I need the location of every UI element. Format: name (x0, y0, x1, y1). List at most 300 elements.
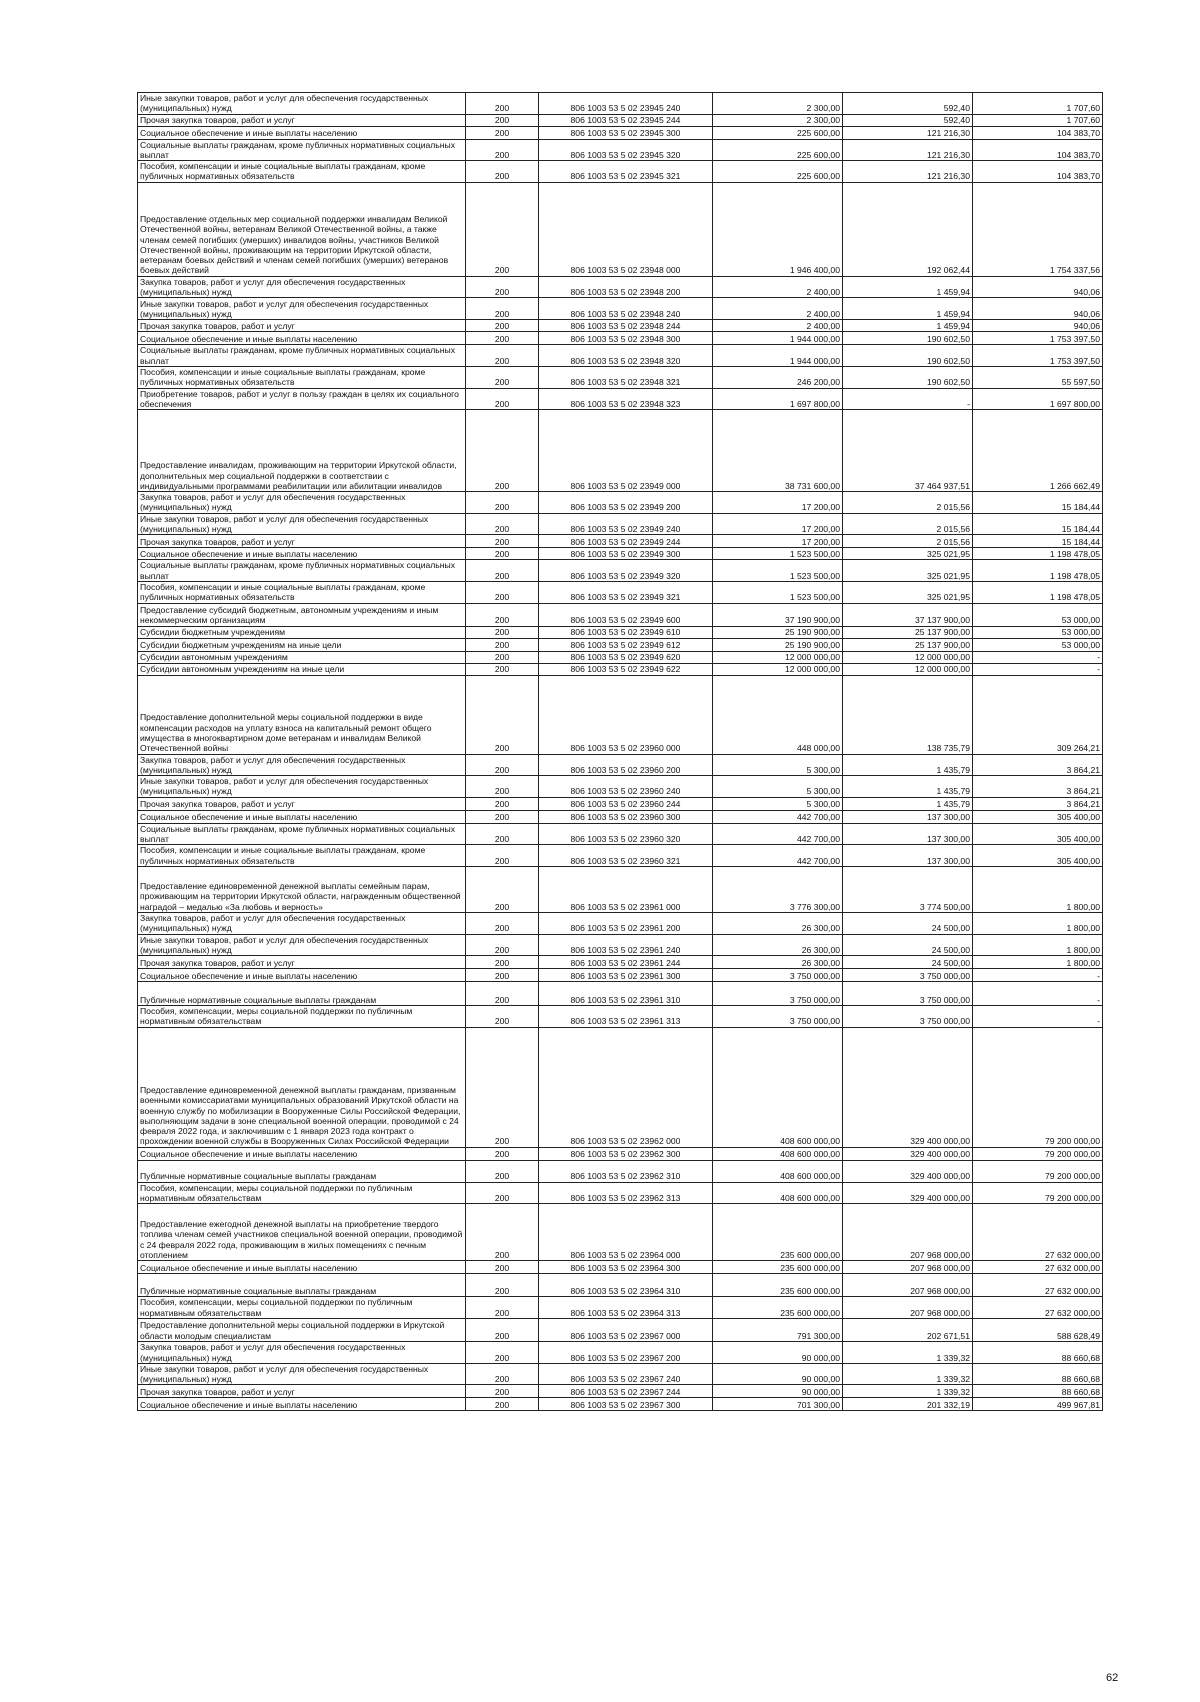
row-remaining-cell: 305 400,00 (973, 823, 1103, 845)
row-remaining-cell: - (973, 982, 1103, 1006)
table-row (138, 866, 1103, 912)
row-code-cell: 200 (466, 1385, 539, 1398)
row-approved-cell: 26 300,00 (713, 956, 843, 969)
row-kbk-cell: 806 1003 53 5 02 23949 240 (539, 513, 713, 535)
table-row (138, 126, 1103, 139)
row-code-cell: 200 (466, 126, 539, 139)
row-approved-cell: 2 300,00 (713, 114, 843, 126)
row-code-cell: 200 (466, 912, 539, 934)
row-code-cell: 200 (466, 513, 539, 535)
row-remaining-cell: 1 198 478,05 (973, 581, 1103, 603)
row-code-cell: 200 (466, 776, 539, 798)
row-approved-cell: 235 600 000,00 (713, 1274, 843, 1297)
row-name-cell: Прочая закупка товаров, работ и услуг (138, 956, 466, 969)
row-remaining-cell: 27 632 000,00 (973, 1204, 1103, 1261)
row-name-cell: Приобретение товаров, работ и услуг в пользу граждан в целях их социального обеспечения (138, 388, 466, 410)
row-kbk-cell: 806 1003 53 5 02 23945 244 (539, 114, 713, 126)
row-name-cell: Социальное обеспечение и иные выплаты населению (138, 810, 466, 823)
row-code-cell: 200 (466, 934, 539, 956)
row-remaining-cell: 1 753 397,50 (973, 332, 1103, 345)
row-remaining-cell: 1 707,60 (973, 93, 1103, 115)
row-approved-cell: 17 200,00 (713, 513, 843, 535)
table-row (138, 182, 1103, 276)
row-kbk-cell: 806 1003 53 5 02 23962 000 (539, 1027, 713, 1147)
row-code-cell: 200 (466, 161, 539, 183)
row-remaining-cell: - (973, 663, 1103, 675)
row-remaining-cell: 1 697 800,00 (973, 388, 1103, 410)
row-kbk-cell: 806 1003 53 5 02 23961 300 (539, 969, 713, 982)
row-name-cell: Социальные выплаты гражданам, кроме публичных нормативных социальных выплат (138, 560, 466, 582)
row-remaining-cell: 499 967,81 (973, 1398, 1103, 1411)
row-remaining-cell: 1 754 337,56 (973, 182, 1103, 276)
row-executed-cell: 2 015,56 (843, 535, 973, 548)
row-executed-cell: 137 300,00 (843, 823, 973, 845)
row-executed-cell: 37 464 937,51 (843, 410, 973, 492)
row-code-cell: 200 (466, 332, 539, 345)
table-row (138, 492, 1103, 514)
row-approved-cell: 90 000,00 (713, 1341, 843, 1363)
row-code-cell: 200 (466, 1147, 539, 1160)
row-approved-cell: 408 600 000,00 (713, 1182, 843, 1204)
row-code-cell: 200 (466, 982, 539, 1006)
row-kbk-cell: 806 1003 53 5 02 23961 310 (539, 982, 713, 1006)
row-name-cell: Социальное обеспечение и иные выплаты населению (138, 548, 466, 560)
row-executed-cell: 207 968 000,00 (843, 1261, 973, 1274)
row-approved-cell: 1 523 500,00 (713, 560, 843, 582)
row-executed-cell: 24 500,00 (843, 912, 973, 934)
row-name-cell: Прочая закупка товаров, работ и услуг (138, 114, 466, 126)
table-row (138, 1274, 1103, 1297)
table-row (138, 1341, 1103, 1363)
row-name-cell: Социальное обеспечение и иные выплаты населению (138, 126, 466, 139)
row-kbk-cell: 806 1003 53 5 02 23948 244 (539, 320, 713, 332)
row-remaining-cell: 940,06 (973, 276, 1103, 298)
row-kbk-cell: 806 1003 53 5 02 23960 000 (539, 675, 713, 754)
row-approved-cell: 1 523 500,00 (713, 548, 843, 560)
row-kbk-cell: 806 1003 53 5 02 23967 000 (539, 1318, 713, 1341)
table-row (138, 366, 1103, 388)
row-name-cell: Социальное обеспечение и иные выплаты населению (138, 969, 466, 982)
row-executed-cell: 325 021,95 (843, 548, 973, 560)
row-remaining-cell: 53 000,00 (973, 603, 1103, 626)
row-name-cell: Пособия, компенсации, меры социальной поддержки по публичным нормативным обязательствам (138, 1297, 466, 1319)
row-executed-cell: - (843, 388, 973, 410)
row-kbk-cell: 806 1003 53 5 02 23948 320 (539, 345, 713, 367)
row-code-cell: 200 (466, 1363, 539, 1385)
table-row (138, 1147, 1103, 1160)
row-approved-cell: 3 750 000,00 (713, 969, 843, 982)
row-remaining-cell: 15 184,44 (973, 513, 1103, 535)
row-name-cell: Публичные нормативные социальные выплаты гражданам (138, 982, 466, 1006)
row-kbk-cell: 806 1003 53 5 02 23964 300 (539, 1261, 713, 1274)
row-code-cell: 200 (466, 1274, 539, 1297)
row-code-cell: 200 (466, 866, 539, 912)
row-kbk-cell: 806 1003 53 5 02 23949 610 (539, 626, 713, 638)
row-code-cell: 200 (466, 823, 539, 845)
row-executed-cell: 1 435,79 (843, 754, 973, 776)
row-approved-cell: 225 600,00 (713, 161, 843, 183)
row-executed-cell: 121 216,30 (843, 161, 973, 183)
row-approved-cell: 2 400,00 (713, 276, 843, 298)
table-row (138, 754, 1103, 776)
row-approved-cell: 225 600,00 (713, 126, 843, 139)
row-name-cell: Пособия, компенсации и иные социальные выплаты гражданам, кроме публичных нормативных обязательств (138, 845, 466, 867)
table-row (138, 298, 1103, 320)
row-remaining-cell: 1 707,60 (973, 114, 1103, 126)
row-executed-cell: 190 602,50 (843, 345, 973, 367)
row-name-cell: Социальное обеспечение и иные выплаты населению (138, 1147, 466, 1160)
table-row (138, 410, 1103, 492)
row-name-cell: Иные закупки товаров, работ и услуг для обеспечения государственных (муниципальных) нужд (138, 93, 466, 115)
table-row (138, 93, 1103, 115)
row-name-cell: Публичные нормативные социальные выплаты гражданам (138, 1160, 466, 1182)
row-remaining-cell: 940,06 (973, 298, 1103, 320)
row-approved-cell: 2 400,00 (713, 298, 843, 320)
row-remaining-cell: 1 753 397,50 (973, 345, 1103, 367)
row-kbk-cell: 806 1003 53 5 02 23949 620 (539, 651, 713, 663)
row-remaining-cell: 1 198 478,05 (973, 560, 1103, 582)
table-row (138, 320, 1103, 332)
row-executed-cell: 1 459,94 (843, 320, 973, 332)
row-kbk-cell: 806 1003 53 5 02 23949 600 (539, 603, 713, 626)
row-approved-cell: 2 300,00 (713, 93, 843, 115)
row-kbk-cell: 806 1003 53 5 02 23961 200 (539, 912, 713, 934)
row-name-cell: Закупка товаров, работ и услуг для обеспечения государственных (муниципальных) нужд (138, 912, 466, 934)
row-code-cell: 200 (466, 754, 539, 776)
row-executed-cell: 190 602,50 (843, 332, 973, 345)
row-executed-cell: 25 137 900,00 (843, 638, 973, 651)
row-kbk-cell: 806 1003 53 5 02 23949 622 (539, 663, 713, 675)
row-name-cell: Иные закупки товаров, работ и услуг для обеспечения государственных (муниципальных) нужд (138, 1363, 466, 1385)
row-remaining-cell: 1 198 478,05 (973, 548, 1103, 560)
table-row (138, 581, 1103, 603)
row-remaining-cell: 104 383,70 (973, 161, 1103, 183)
row-kbk-cell: 806 1003 53 5 02 23964 310 (539, 1274, 713, 1297)
row-name-cell: Предоставление ежегодной денежной выплаты на приобретение твердого топлива членам семей участников специальной военной операции, проводимой с 24 февраля 2022 года, проживающим в жилых помещениях с печным отоплением (138, 1204, 466, 1261)
row-approved-cell: 17 200,00 (713, 535, 843, 548)
row-name-cell: Прочая закупка товаров, работ и услуг (138, 1385, 466, 1398)
row-approved-cell: 26 300,00 (713, 912, 843, 934)
row-name-cell: Предоставление инвалидам, проживающим на территории Иркутской области, дополнительных мер социальной поддержки в соответствии с индивидуальными программами реабилитации или абилитации инвалидов (138, 410, 466, 492)
row-code-cell: 200 (466, 845, 539, 867)
row-executed-cell: 325 021,95 (843, 560, 973, 582)
row-approved-cell: 38 731 600,00 (713, 410, 843, 492)
row-executed-cell: 3 750 000,00 (843, 1006, 973, 1028)
page-number: 62 (1106, 1672, 1119, 1684)
table-row (138, 663, 1103, 675)
row-name-cell: Предоставление субсидий бюджетным, автономным учреждениям и иным некоммерческим организациям (138, 603, 466, 626)
table-row (138, 345, 1103, 367)
row-kbk-cell: 806 1003 53 5 02 23961 244 (539, 956, 713, 969)
row-executed-cell: 3 750 000,00 (843, 982, 973, 1006)
row-executed-cell: 2 015,56 (843, 492, 973, 514)
row-remaining-cell: 104 383,70 (973, 139, 1103, 161)
table-row (138, 1006, 1103, 1028)
row-kbk-cell: 806 1003 53 5 02 23960 240 (539, 776, 713, 798)
table-row (138, 1398, 1103, 1411)
row-name-cell: Публичные нормативные социальные выплаты гражданам (138, 1274, 466, 1297)
row-name-cell: Иные закупки товаров, работ и услуг для обеспечения государственных (муниципальных) нужд (138, 776, 466, 798)
row-name-cell: Предоставление дополнительной меры социальной поддержки в виде компенсации расходов на уплату взноса на капитальный ремонт общего имущества в многоквартирном доме ветеранам и инвалидам Великой Отечественной войны (138, 675, 466, 754)
row-code-cell: 200 (466, 956, 539, 969)
row-approved-cell: 1 944 000,00 (713, 345, 843, 367)
row-name-cell: Субсидии автономным учреждениям на иные цели (138, 663, 466, 675)
row-code-cell: 200 (466, 1160, 539, 1182)
row-code-cell: 200 (466, 626, 539, 638)
row-code-cell: 200 (466, 638, 539, 651)
row-approved-cell: 235 600 000,00 (713, 1261, 843, 1274)
row-kbk-cell: 806 1003 53 5 02 23962 310 (539, 1160, 713, 1182)
row-name-cell: Закупка товаров, работ и услуг для обеспечения государственных (муниципальных) нужд (138, 492, 466, 514)
row-executed-cell: 329 400 000,00 (843, 1027, 973, 1147)
row-remaining-cell: 3 864,21 (973, 776, 1103, 798)
row-kbk-cell: 806 1003 53 5 02 23945 320 (539, 139, 713, 161)
row-name-cell: Закупка товаров, работ и услуг для обеспечения государственных (муниципальных) нужд (138, 276, 466, 298)
row-code-cell: 200 (466, 93, 539, 115)
row-name-cell: Иные закупки товаров, работ и услуг для обеспечения государственных (муниципальных) нужд (138, 934, 466, 956)
table-row (138, 560, 1103, 582)
row-approved-cell: 701 300,00 (713, 1398, 843, 1411)
row-code-cell: 200 (466, 810, 539, 823)
row-code-cell: 200 (466, 663, 539, 675)
row-remaining-cell: - (973, 651, 1103, 663)
table-row (138, 1385, 1103, 1398)
row-name-cell: Закупка товаров, работ и услуг для обеспечения государственных (муниципальных) нужд (138, 754, 466, 776)
row-code-cell: 200 (466, 388, 539, 410)
row-code-cell: 200 (466, 114, 539, 126)
row-approved-cell: 442 700,00 (713, 823, 843, 845)
row-code-cell: 200 (466, 366, 539, 388)
row-approved-cell: 408 600 000,00 (713, 1147, 843, 1160)
row-kbk-cell: 806 1003 53 5 02 23967 300 (539, 1398, 713, 1411)
table-row (138, 535, 1103, 548)
row-name-cell: Прочая закупка товаров, работ и услуг (138, 320, 466, 332)
row-kbk-cell: 806 1003 53 5 02 23960 321 (539, 845, 713, 867)
row-approved-cell: 3 750 000,00 (713, 1006, 843, 1028)
row-remaining-cell: 88 660,68 (973, 1341, 1103, 1363)
row-code-cell: 200 (466, 1204, 539, 1261)
row-remaining-cell: 27 632 000,00 (973, 1297, 1103, 1319)
row-kbk-cell: 806 1003 53 5 02 23967 200 (539, 1341, 713, 1363)
row-code-cell: 200 (466, 1027, 539, 1147)
row-name-cell: Прочая закупка товаров, работ и услуг (138, 535, 466, 548)
row-approved-cell: 235 600 000,00 (713, 1297, 843, 1319)
table-row (138, 139, 1103, 161)
table-row (138, 1363, 1103, 1385)
row-executed-cell: 207 968 000,00 (843, 1274, 973, 1297)
row-name-cell: Субсидии бюджетным учреждениям (138, 626, 466, 638)
row-kbk-cell: 806 1003 53 5 02 23962 313 (539, 1182, 713, 1204)
row-remaining-cell: 940,06 (973, 320, 1103, 332)
table-row (138, 969, 1103, 982)
row-approved-cell: 3 750 000,00 (713, 982, 843, 1006)
row-name-cell: Предоставление дополнительной меры социальной поддержки в Иркутской области молодым специалистам (138, 1318, 466, 1341)
row-kbk-cell: 806 1003 53 5 02 23948 200 (539, 276, 713, 298)
row-remaining-cell: 1 800,00 (973, 956, 1103, 969)
row-kbk-cell: 806 1003 53 5 02 23945 321 (539, 161, 713, 183)
table-row (138, 934, 1103, 956)
row-remaining-cell: 15 184,44 (973, 492, 1103, 514)
row-kbk-cell: 806 1003 53 5 02 23948 323 (539, 388, 713, 410)
table-body (138, 93, 1103, 1411)
row-remaining-cell: 88 660,68 (973, 1385, 1103, 1398)
row-remaining-cell: 79 200 000,00 (973, 1027, 1103, 1147)
row-executed-cell: 207 968 000,00 (843, 1297, 973, 1319)
table-row (138, 332, 1103, 345)
row-name-cell: Социальное обеспечение и иные выплаты населению (138, 1261, 466, 1274)
row-kbk-cell: 806 1003 53 5 02 23949 321 (539, 581, 713, 603)
row-code-cell: 200 (466, 535, 539, 548)
table-row (138, 626, 1103, 638)
row-executed-cell: 190 602,50 (843, 366, 973, 388)
row-executed-cell: 121 216,30 (843, 126, 973, 139)
table-row (138, 1160, 1103, 1182)
row-executed-cell: 1 459,94 (843, 276, 973, 298)
row-approved-cell: 2 400,00 (713, 320, 843, 332)
table-row (138, 1318, 1103, 1341)
row-approved-cell: 442 700,00 (713, 845, 843, 867)
row-kbk-cell: 806 1003 53 5 02 23961 240 (539, 934, 713, 956)
row-remaining-cell: 1 266 662,49 (973, 410, 1103, 492)
row-code-cell: 200 (466, 651, 539, 663)
row-name-cell: Субсидии бюджетным учреждениям на иные цели (138, 638, 466, 651)
row-approved-cell: 3 776 300,00 (713, 866, 843, 912)
table-row (138, 161, 1103, 183)
row-name-cell: Социальное обеспечение и иные выплаты населению (138, 332, 466, 345)
row-name-cell: Иные закупки товаров, работ и услуг для обеспечения государственных (муниципальных) нужд (138, 513, 466, 535)
row-name-cell: Социальные выплаты гражданам, кроме публичных нормативных социальных выплат (138, 139, 466, 161)
row-kbk-cell: 806 1003 53 5 02 23960 200 (539, 754, 713, 776)
row-remaining-cell: 104 383,70 (973, 126, 1103, 139)
row-approved-cell: 448 000,00 (713, 675, 843, 754)
row-kbk-cell: 806 1003 53 5 02 23967 240 (539, 1363, 713, 1385)
row-kbk-cell: 806 1003 53 5 02 23948 240 (539, 298, 713, 320)
row-executed-cell: 192 062,44 (843, 182, 973, 276)
row-code-cell: 200 (466, 276, 539, 298)
row-remaining-cell: - (973, 969, 1103, 982)
row-kbk-cell: 806 1003 53 5 02 23960 244 (539, 797, 713, 810)
table-row (138, 675, 1103, 754)
row-remaining-cell: 79 200 000,00 (973, 1160, 1103, 1182)
row-approved-cell: 225 600,00 (713, 139, 843, 161)
row-name-cell: Социальные выплаты гражданам, кроме публичных нормативных социальных выплат (138, 823, 466, 845)
table-row (138, 603, 1103, 626)
table-row (138, 845, 1103, 867)
row-kbk-cell: 806 1003 53 5 02 23964 000 (539, 1204, 713, 1261)
table-row (138, 776, 1103, 798)
table-row (138, 276, 1103, 298)
row-kbk-cell: 806 1003 53 5 02 23949 000 (539, 410, 713, 492)
row-approved-cell: 26 300,00 (713, 934, 843, 956)
row-remaining-cell: 27 632 000,00 (973, 1274, 1103, 1297)
row-approved-cell: 5 300,00 (713, 754, 843, 776)
row-code-cell: 200 (466, 797, 539, 810)
row-code-cell: 200 (466, 1182, 539, 1204)
row-kbk-cell: 806 1003 53 5 02 23967 244 (539, 1385, 713, 1398)
row-approved-cell: 408 600 000,00 (713, 1027, 843, 1147)
budget-execution-table (137, 92, 1103, 1411)
row-name-cell: Субсидии автономным учреждениям (138, 651, 466, 663)
table-row (138, 114, 1103, 126)
table-row (138, 810, 1103, 823)
row-remaining-cell: 305 400,00 (973, 810, 1103, 823)
table-row (138, 1261, 1103, 1274)
row-approved-cell: 5 300,00 (713, 797, 843, 810)
table-row (138, 1182, 1103, 1204)
row-code-cell: 200 (466, 560, 539, 582)
row-remaining-cell: 1 800,00 (973, 866, 1103, 912)
row-kbk-cell: 806 1003 53 5 02 23948 300 (539, 332, 713, 345)
row-kbk-cell: 806 1003 53 5 02 23949 320 (539, 560, 713, 582)
row-executed-cell: 25 137 900,00 (843, 626, 973, 638)
row-approved-cell: 37 190 900,00 (713, 603, 843, 626)
row-executed-cell: 12 000 000,00 (843, 651, 973, 663)
row-code-cell: 200 (466, 1398, 539, 1411)
row-kbk-cell: 806 1003 53 5 02 23949 244 (539, 535, 713, 548)
row-name-cell: Пособия, компенсации, меры социальной поддержки по публичным нормативным обязательствам (138, 1006, 466, 1028)
row-code-cell: 200 (466, 410, 539, 492)
row-remaining-cell: 588 628,49 (973, 1318, 1103, 1341)
row-executed-cell: 329 400 000,00 (843, 1147, 973, 1160)
table-row (138, 912, 1103, 934)
row-executed-cell: 137 300,00 (843, 810, 973, 823)
row-kbk-cell: 806 1003 53 5 02 23964 313 (539, 1297, 713, 1319)
row-kbk-cell: 806 1003 53 5 02 23961 313 (539, 1006, 713, 1028)
row-executed-cell: 1 435,79 (843, 797, 973, 810)
row-kbk-cell: 806 1003 53 5 02 23949 200 (539, 492, 713, 514)
row-code-cell: 200 (466, 492, 539, 514)
table-row (138, 1204, 1103, 1261)
row-approved-cell: 1 697 800,00 (713, 388, 843, 410)
row-name-cell: Прочая закупка товаров, работ и услуг (138, 797, 466, 810)
row-approved-cell: 5 300,00 (713, 776, 843, 798)
row-executed-cell: 592,40 (843, 93, 973, 115)
row-executed-cell: 329 400 000,00 (843, 1182, 973, 1204)
table-row (138, 982, 1103, 1006)
row-remaining-cell: 53 000,00 (973, 638, 1103, 651)
row-approved-cell: 25 190 900,00 (713, 638, 843, 651)
row-code-cell: 200 (466, 581, 539, 603)
row-remaining-cell: 55 597,50 (973, 366, 1103, 388)
row-executed-cell: 24 500,00 (843, 934, 973, 956)
row-code-cell: 200 (466, 298, 539, 320)
row-remaining-cell: 53 000,00 (973, 626, 1103, 638)
row-name-cell: Предоставление единовременной денежной выплаты гражданам, призванным военными комиссариатами муниципальных образований Иркутской области на военную службу по мобилизации в Вооруженные Силы Российской Федерации, выполняющим задачи в зоне специальной военной операции, проводимой с 24 февраля 2022 года, и заключившим с 1 января 2023 года контракт о прохождении военной службы в Вооруженных Силах Российской Федерации (138, 1027, 466, 1147)
row-approved-cell: 246 200,00 (713, 366, 843, 388)
row-executed-cell: 2 015,56 (843, 513, 973, 535)
row-approved-cell: 442 700,00 (713, 810, 843, 823)
row-code-cell: 200 (466, 1318, 539, 1341)
row-kbk-cell: 806 1003 53 5 02 23960 300 (539, 810, 713, 823)
row-approved-cell: 791 300,00 (713, 1318, 843, 1341)
row-executed-cell: 1 339,32 (843, 1385, 973, 1398)
row-name-cell: Закупка товаров, работ и услуг для обеспечения государственных (муниципальных) нужд (138, 1341, 466, 1363)
row-code-cell: 200 (466, 182, 539, 276)
row-remaining-cell: - (973, 1006, 1103, 1028)
row-kbk-cell: 806 1003 53 5 02 23945 240 (539, 93, 713, 115)
row-code-cell: 200 (466, 548, 539, 560)
row-executed-cell: 138 735,79 (843, 675, 973, 754)
row-code-cell: 200 (466, 1297, 539, 1319)
row-executed-cell: 202 671,51 (843, 1318, 973, 1341)
row-remaining-cell: 79 200 000,00 (973, 1147, 1103, 1160)
row-executed-cell: 201 332,19 (843, 1398, 973, 1411)
row-executed-cell: 12 000 000,00 (843, 663, 973, 675)
row-executed-cell: 1 435,79 (843, 776, 973, 798)
row-remaining-cell: 27 632 000,00 (973, 1261, 1103, 1274)
row-kbk-cell: 806 1003 53 5 02 23960 320 (539, 823, 713, 845)
row-code-cell: 200 (466, 603, 539, 626)
